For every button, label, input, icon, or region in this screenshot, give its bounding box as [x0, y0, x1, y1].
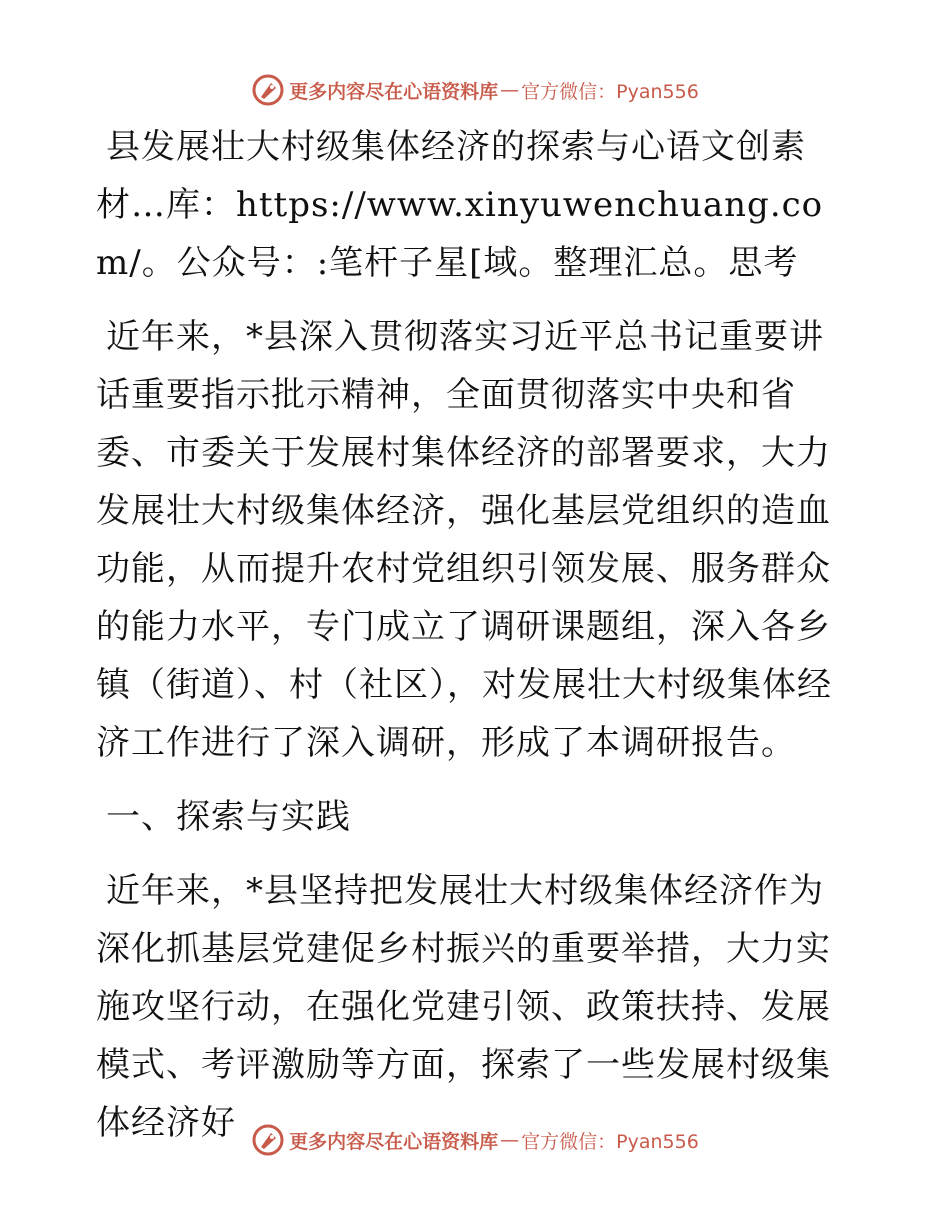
header-banner — [0, 70, 950, 110]
banner-site-text: 更多内容尽在心语资料库 — [289, 80, 499, 103]
footer-site-text: 更多内容尽在心语资料库 — [289, 1130, 499, 1153]
section-heading: 一、探索与实践 — [106, 797, 351, 837]
footer-contact-text: 官方微信：Pyan556 — [521, 1130, 699, 1153]
banner-dash: — — [500, 79, 520, 101]
pen-nib-logo-icon — [251, 1123, 285, 1157]
footer-dash: — — [500, 1129, 520, 1151]
paragraph-practice: 近年来，*县坚持把发展壮大村级集体经济作为深化抓基层党建促乡村振兴的重要举措，大力实施攻坚行动，在强化党建引领、政策扶持、发展模式、考评激励等方面，探索了一些发展村级集体经济好 — [96, 871, 831, 1143]
paragraph-intro: 近年来，*县深入贯彻落实习近平总书记重要讲话重要指示批示精神，全面贯彻落实中央和省委、市委关于发展村集体经济的部署要求，大力发展壮大村级集体经济，强化基层党组织的造血功能，从而提升农村党组织引领发展、服务群众的能力水平，专门成立了调研课题组，深入各乡镇（街道）、村（社区），对发展壮大村级集体经济工作进行了深入调研，形成了本调研报告。 — [96, 317, 832, 763]
footer-banner — [0, 1120, 950, 1160]
document-body — [96, 118, 856, 1168]
document-title-paragraph: 县发展壮大村级集体经济的探索与心语文创素材…库：https://www.xinyuwenchuang.com/。公众号：:笔杆子星[域。整理汇总。思考 — [96, 127, 824, 283]
pen-nib-logo-icon — [251, 73, 285, 107]
banner-contact-text: 官方微信：Pyan556 — [521, 80, 699, 103]
